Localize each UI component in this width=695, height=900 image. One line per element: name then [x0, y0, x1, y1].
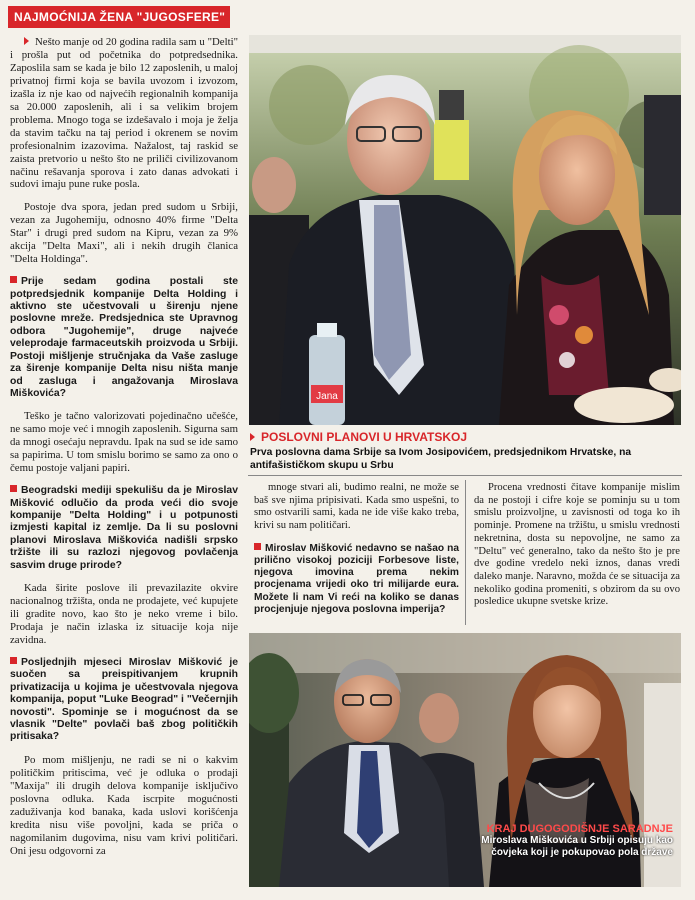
photo-caption-text: Prva poslovna dama Srbije sa Ivom Josipovićem, predsjednikom Hrvatske, na antifašističkom skupu u Srbu: [250, 447, 632, 471]
section-header: NAJMOĆNIJA ŽENA "JUGOSFERE": [8, 6, 230, 28]
answer-paragraph: [10, 410, 238, 475]
question-text: Beogradski mediji spekulišu da je Miroslav Mišković odlučio da proda veći dio svoje kompanije "Delta Holding" i u potpunosti izmjesti kapital iz zemlje. Da li su poslovni planovi Miroslava Miškovića nadišli srpsko tržište ili su razlozi njegovog povlačenja sasvim druge prirode?: [10, 485, 238, 571]
right-text-column: [474, 482, 680, 619]
answer-paragraph: [10, 582, 238, 647]
photo-caption-bottom-title: KRAJ DUGOGODIŠNJE SARADNJE: [486, 823, 673, 835]
answer-text: Teško je tačno valorizovati pojedinačno učešće, ne samo moje već i mnogih zaposlenih. Sigurna sam da mnogi osećaju nepravdu. Ipak na sud se ide samo sa papirima. U tom smislu borimo se samo za ono o čemu postoje valjani papiri.: [10, 410, 238, 475]
photo-miskovic: [249, 633, 681, 887]
question-bullet-icon: [10, 485, 17, 492]
question-bullet-icon: [254, 543, 261, 550]
answer-text: Kada širite poslove ili prevazilazite okvire nacionalnog tržišta, onda ne prodajete, već kupujete ili gradite novo, kao što je neko vreme i bilo. Prodaja je način izlaska iz situacije koja nije zavidna.: [10, 582, 238, 646]
photo-caption-bottom-text: Miroslava Miškovića u Srbiji opisuju kao čovjeka koji je pokupovao pola države: [481, 835, 673, 858]
answer-text: Po mom mišljenju, ne radi se ni o kakvim političkim pritiscima, već je odluka o prodaji "Maxija" ili drugih delova kompanije isključivo poslovna odluka. Kada iscrpite mogućnosti zaduživanja kod banaka, kada uslovi korišćenja kredita nisu više povoljni, kada se priča o nagomilanim dugovima, nisu vam krivi političari. Oni jesu odgovorni za: [10, 753, 238, 857]
question-bullet-icon: [10, 276, 17, 283]
answer-text: Nešto manje od 20 godina radila sam u "Delti" i prošla put od početnika do potpredsednika. Zaposlila sam se kada je bilo 12 zaposlenih, u maloj privatnoj firmi koja se bavila uvozom i izvozom, izašla iz nje kao od najvećih regionalnih kompanija sa 20.000 zaposlenih, ali i sa velikim brojem problema. Mnogo toga se izdešavalo i moja je želja da stavim tačku na taj period i okrenem se novim profesionalnim izazovima. Nažalost, taj raskid se zaista pretvorio u nešto što ne priliči civilizovanom načinu rešavanja sporova i zato danas advokati i sudovi imaju pune ruke posla.: [10, 36, 238, 191]
interview-question: [10, 485, 238, 572]
photo-josipovic: [249, 35, 681, 425]
article-start-marker-icon: [24, 37, 29, 45]
answer-paragraph: [10, 754, 238, 858]
answer-text: Procena vrednosti čitave kompanije mislim da ne postoji i cifre koje se pominju su u tom smislu proizvoljne, u zavisnosti od toga ko ih pominje. Promene na tržištu, u smislu vrednosti nekretnina, dosta su nepovoljne, ne samo za "Deltu" već generalno, tako da nešto što je pre dve godine vredelo neki iznos, danas vredi daleko manje. Naravno, možda će se situacija za nekoliko godina promeniti, s obzirom da su ovo posledice ukupne svetske krize.: [474, 482, 680, 608]
answer-paragraph: [474, 482, 680, 609]
interview-question: [10, 276, 238, 400]
bottle-label: Jana: [316, 391, 338, 402]
question-text: Miroslav Mišković nedavno se našao na prilično visokoj poziciji Forbesove liste, njegova imovina prema nekim procjenama vrijedi oko tri milijarde eura. Možete li nam Vi reći na koliko se danas procjenjuje njegova poslovna imperija?: [254, 542, 459, 615]
column-divider-vertical: [465, 480, 466, 625]
interview-question: [254, 543, 459, 616]
answer-paragraph: [254, 482, 459, 533]
question-text: Prije sedam godina postali ste potpredsjednik kompanije Delta Holding i aktivno ste učestvovali u širenju njene poslovne mreže. Predsjednica ste Upravnog odbora "Jugohemije", druge najveće veleprodaje farmaceutskih proizvoda u Srbiji. Postoji mišljenje stručnjaka da Vaše zasluge za širenje kompanije Delta nisu ništa manje od zasluga i angažovanja Miroslava Miškovića?: [10, 276, 238, 399]
left-text-column: [10, 36, 238, 867]
answer-text: Postoje dva spora, jedan pred sudom u Srbiji, vezan za Jugohemiju, odnosno 40% firme "Delta Star" i drugi pred sudom na Kipru, vezan za 9% akcija "Delta Maxi", ali i nekih drugih članica "Delta Holdinga".: [10, 201, 238, 266]
photo-caption-bottom: [455, 823, 673, 859]
caption-triangle-icon: [250, 433, 255, 441]
answer-paragraph: [10, 36, 238, 191]
photo-caption-title: POSLOVNI PLANOVI U HRVATSKOJ: [261, 430, 468, 444]
question-bullet-icon: [10, 657, 17, 664]
answer-paragraph: [10, 201, 238, 266]
answer-text: mnoge stvari ali, budimo realni, ne može se baš sve njima pripisivati. Kada smo uspešni, to smo ostvarili sami, kada ne ide više kako treba, krivi su nam političari.: [254, 482, 459, 532]
middle-text-column: [254, 482, 459, 626]
question-text: Posljednjih mjeseci Miroslav Mišković je suočen sa preispitivanjem krupnih privatizacija u kojima je učestvovala njegova kompanija, poput "Luke Beograd" i "Večernjih novosti". Spominje se i mogućnost da se vlasnik "Delte" povlači baš zbog političkih pritisaka?: [10, 656, 238, 743]
interview-question: [10, 657, 238, 744]
column-divider-top: [248, 475, 682, 476]
